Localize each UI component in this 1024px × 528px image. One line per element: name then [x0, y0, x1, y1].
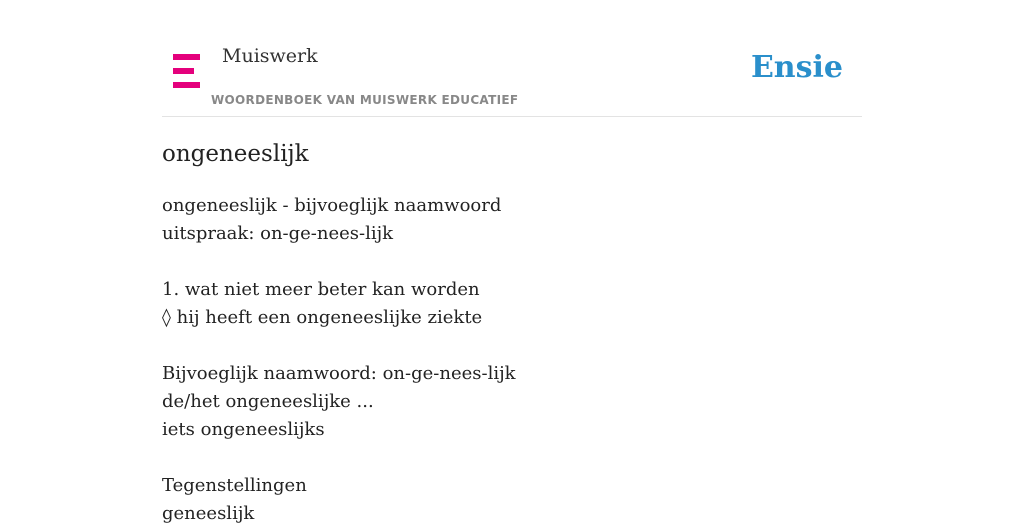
- entry-title: ongeneeslijk: [162, 141, 309, 167]
- muiswerk-logo-icon[interactable]: [173, 54, 200, 88]
- entry-line: de/het ongeneeslijke ...: [162, 391, 374, 412]
- brand-subtitle: WOORDENBOEK VAN MUISWERK EDUCATIEF: [211, 93, 519, 107]
- site-header: [162, 0, 862, 117]
- entry-line: Tegenstellingen: [162, 475, 307, 496]
- entry-line: ongeneeslijk - bijvoeglijk naamwoord: [162, 195, 502, 216]
- entry-line: [162, 332, 862, 360]
- brand-name[interactable]: Muiswerk: [222, 45, 318, 67]
- entry-content: [162, 138, 862, 528]
- entry-line: uitspraak: on-ge-nees-lijk: [162, 223, 394, 244]
- entry-line: iets ongeneeslijks: [162, 419, 325, 440]
- entry-line: ◊ hij heeft een ongeneeslijke ziekte: [162, 307, 483, 328]
- entry-body: [162, 192, 862, 528]
- entry-line: [162, 248, 862, 276]
- entry-line: 1. wat niet meer beter kan worden: [162, 279, 480, 300]
- entry-line: Bijvoeglijk naamwoord: on-ge-nees-lijk: [162, 363, 516, 384]
- entry-line: geneeslijk: [162, 503, 255, 524]
- entry-line: [162, 444, 862, 472]
- ensie-logo-link[interactable]: Ensie: [750, 50, 843, 85]
